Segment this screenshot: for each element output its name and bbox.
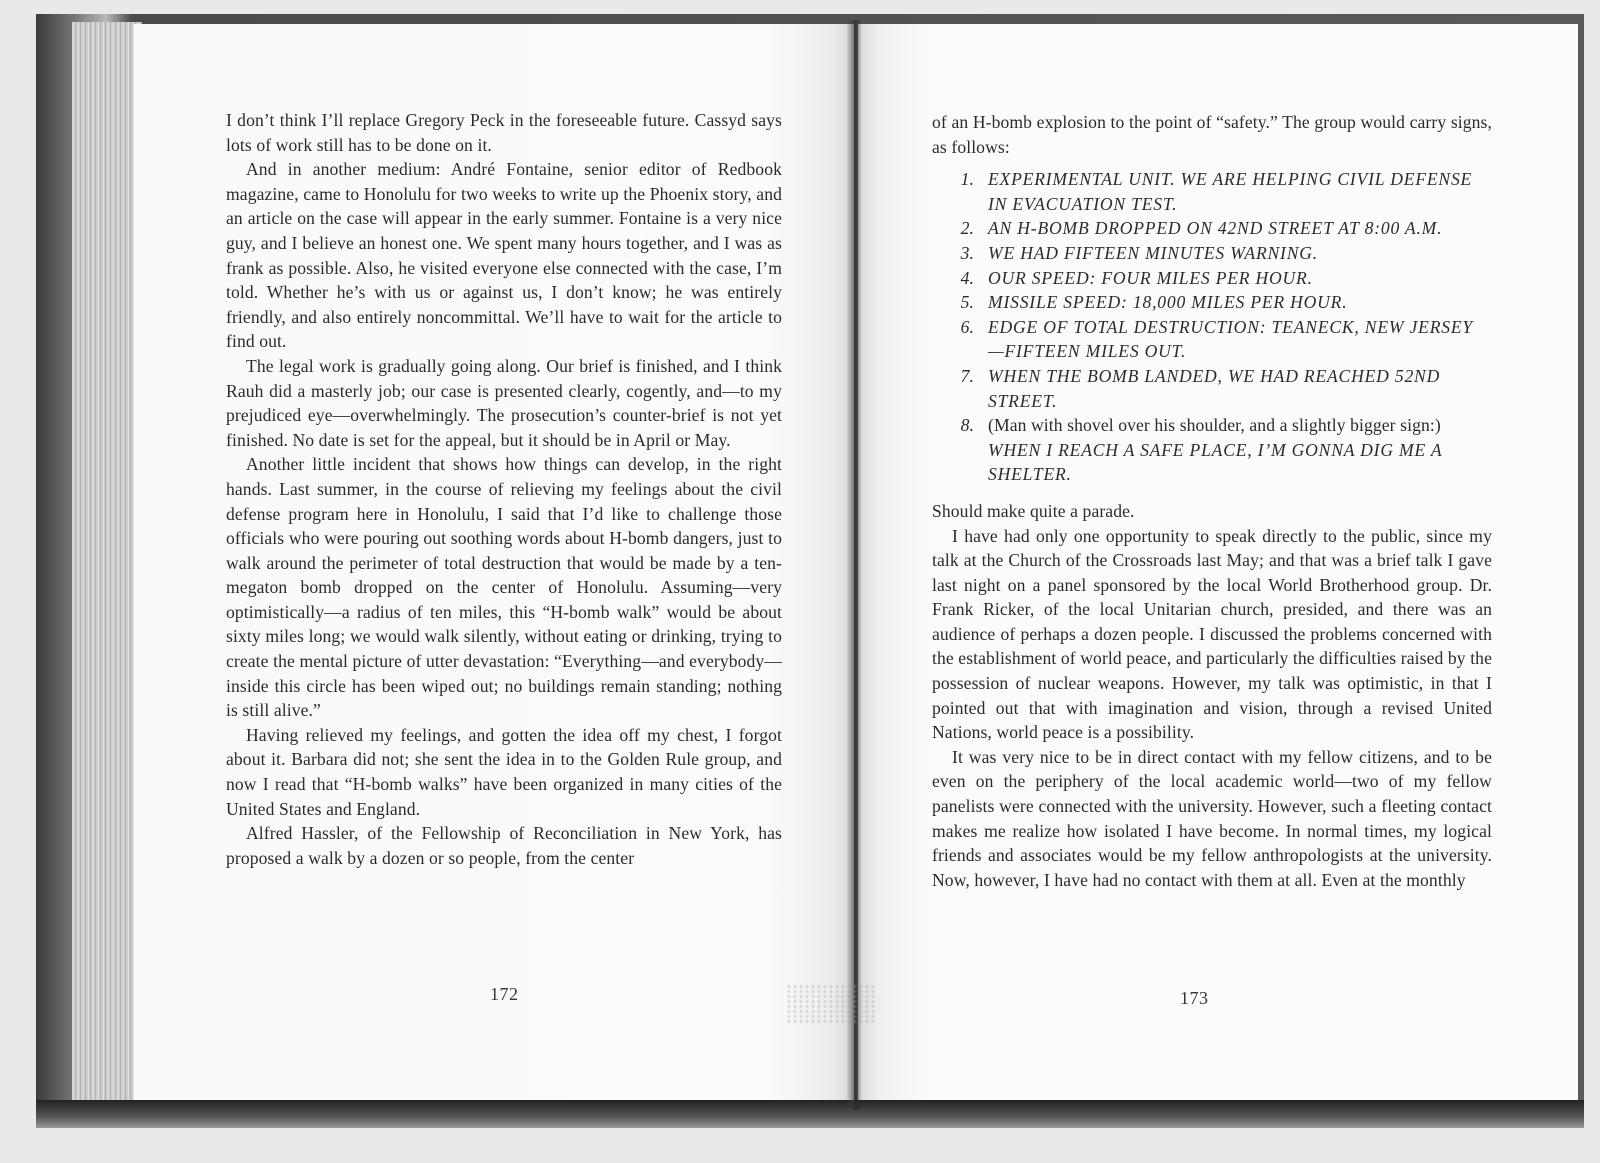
sign-text: WE HAD FIFTEEN MINUTES WARNING. — [988, 242, 1318, 263]
left-page-text — [226, 108, 782, 870]
paragraph: Alfred Hassler, of the Fellowship of Reconciliation in New York, has proposed a walk by a dozen or so people, from the center — [226, 823, 782, 868]
list-number: 4. — [960, 267, 974, 288]
list-number: 8. — [960, 415, 974, 436]
sign-text: EXPERIMENTAL UNIT. WE ARE HELPING CIVIL DEFENSE IN EVACUATION TEST. — [988, 169, 1473, 214]
paragraph: I don’t think I’ll replace Gregory Peck in the foreseeable future. Cassyd says lots of work still has to be done on it. — [226, 110, 782, 155]
list-number: 5. — [960, 292, 974, 313]
list-item — [932, 315, 1492, 364]
paragraph: Should make quite a parade. — [932, 500, 1135, 521]
list-number: 3. — [960, 242, 974, 263]
list-item — [932, 364, 1492, 413]
paragraph: And in another medium: André Fontaine, senior editor of Redbook magazine, came to Honolulu for two weeks to write up the Phoenix story, and an article on the case will appear in the early summer. Fontaine is a very nice guy, and I believe an honest one. We spent many hours together, and I was as frank as possible. Also, he visited everyone else connected with the case, I’m told. Whether he’s with us or against us, I don’t know; he was entirely friendly, and also entirely noncommittal. We’ll have to wait for the article to find out. — [226, 159, 782, 352]
list-number: 2. — [960, 218, 974, 239]
list-item — [932, 167, 1492, 216]
sign-note: (Man with shovel over his shoulder, and a slightly bigger sign:) — [988, 415, 1441, 436]
page-edges — [72, 22, 142, 1102]
book-bottom-edge — [36, 1100, 1584, 1128]
sign-text-with-note — [988, 413, 1492, 487]
list-item — [932, 413, 1492, 487]
sign-text: MISSILE SPEED: 18,000 MILES PER HOUR. — [988, 292, 1348, 313]
paragraph: Another little incident that shows how things can develop, in the right hands. Last summer, in the course of relieving my feelings about the civil defense program here in Honolulu, I said that I’d like to challenge those officials who were pouring out soothing words about H-bomb dangers, just to walk around the perimeter of total destruction that would be made by a ten-megaton bomb dropped on the center of Honolulu. Assuming—very optimistically—a radius of ten miles, this “H-bomb walk” would be about sixty miles long; we would walk silently, without eating or drinking, trying to create the mental picture of utter devastation: “Everything—and everybody—inside this circle has been wiped out; no buildings remain standing; nothing is still alive.” — [226, 454, 782, 721]
sign-list — [932, 167, 1492, 487]
right-page — [858, 24, 1578, 1100]
list-item — [932, 216, 1492, 241]
paragraph: I have had only one opportunity to speak directly to the public, since my talk at the Church of the Crossroads last May; and that was a brief talk I gave last night on a panel sponsored by the local World Brotherhood group. Dr. Frank Ricker, of the local Unitarian church, presided, and there was an audience of perhaps a dozen people. I discussed the problems concerned with the establishment of world peace, and particularly the difficulties raised by the possession of nuclear weapons. However, my talk was optimistic, in that I pointed out that with imagination and vision, through a revised United Nations, world peace is a possibility. — [932, 525, 1492, 743]
left-page — [134, 24, 854, 1100]
sign-text: EDGE OF TOTAL DESTRUCTION: TEANECK, NEW JERSEY—FIFTEEN MILES OUT. — [988, 316, 1473, 362]
list-number: 1. — [960, 169, 974, 190]
list-item — [932, 266, 1492, 291]
list-number: 6. — [960, 316, 974, 337]
sign-text: WHEN THE BOMB LANDED, WE HAD REACHED 52ND STREET. — [988, 365, 1441, 411]
sign-text: AN H-BOMB DROPPED ON 42ND STREET AT 8:00 A.M. — [988, 218, 1443, 239]
page-number: 172 — [490, 984, 519, 1004]
list-number: 7. — [960, 365, 974, 386]
page-number: 173 — [1180, 988, 1209, 1008]
scan-speckle — [786, 984, 876, 1024]
list-item — [932, 290, 1492, 315]
sign-text: OUR SPEED: FOUR MILES PER HOUR. — [988, 267, 1313, 288]
paragraph: Having relieved my feelings, and gotten the idea off my chest, I forgot about it. Barbara did not; she sent the idea in to the Golden Rule group, and now I read that “H-bomb walks” have been organized in many cities of the United States and England. — [226, 724, 782, 819]
sign-text: WHEN I REACH A SAFE PLACE, I’M GONNA DIG ME A SHELTER. — [988, 439, 1443, 485]
paragraph: It was very nice to be in direct contact with my fellow citizens, and to be even on the periphery of the local academic world—two of my fellow panelists were connected with the university. However, such a fleeting contact makes me realize how isolated I have become. In normal times, my logical friends and associates would be my fellow anthropologists at the university. Now, however, I have had no contact with them at all. Even at the monthly — [932, 746, 1492, 890]
paragraph: of an H-bomb explosion to the point of “safety.” The group would carry signs, as follows: — [932, 112, 1492, 157]
right-page-text — [932, 110, 1492, 892]
book-gutter — [846, 20, 862, 1110]
list-item — [932, 241, 1492, 266]
paragraph: The legal work is gradually going along. Our brief is finished, and I think Rauh did a masterly job; our case is presented clearly, cogently, and—to my prejudiced eye—overwhelmingly. The prosecution’s counter-brief is not yet finished. No date is set for the appeal, but it should be in April or May. — [226, 355, 782, 450]
